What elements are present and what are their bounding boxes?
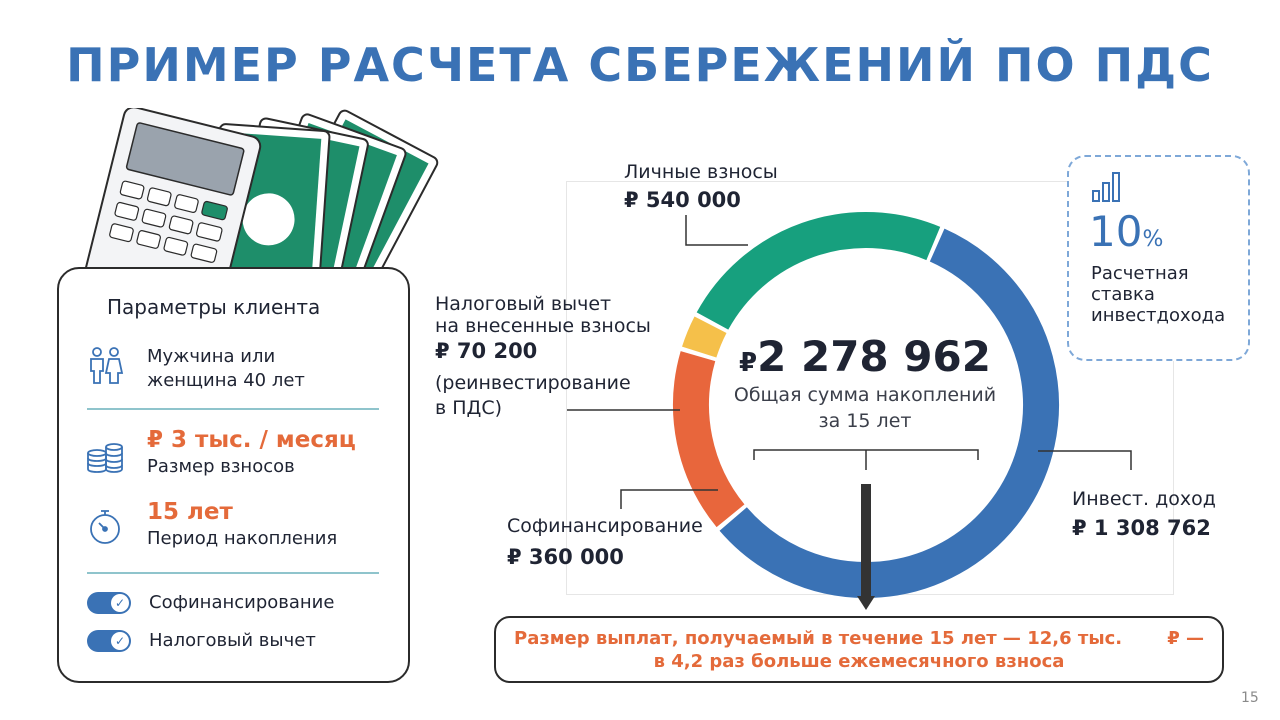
contribution-value: ₽ 3 тыс. / месяц	[147, 427, 356, 453]
invest-amount: ₽ 1 308 762	[1072, 516, 1211, 540]
tax-note-line2: в ПДС)	[435, 397, 503, 419]
rate-value: 10	[1089, 207, 1143, 256]
down-arrow-head	[857, 596, 875, 610]
rate-unit: %	[1142, 227, 1164, 252]
rate-caption-line1: Расчетная	[1091, 263, 1189, 284]
check-icon: ✓	[111, 632, 129, 650]
invest-label: Инвест. доход	[1072, 488, 1216, 510]
personal-amount: ₽ 540 000	[624, 188, 741, 212]
tax-note-line1: (реинвестирование	[435, 372, 631, 394]
rate-caption-line2: ставка	[1091, 284, 1155, 305]
payout-line1-tail: ₽ —	[1167, 628, 1204, 649]
check-icon: ✓	[111, 594, 129, 612]
leader-personal	[686, 215, 748, 245]
rate-card	[1067, 155, 1250, 361]
total-value: 2 278 962	[757, 332, 991, 381]
total-currency: ₽	[739, 348, 758, 378]
tax-label-line2: на внесенные взносы	[435, 315, 651, 337]
donut-segment-1	[712, 230, 933, 321]
cofin-label: Софинансирование	[507, 515, 703, 537]
total-caption-line2: за 15 лет	[818, 410, 912, 432]
rate-caption-line3: инвестдохода	[1091, 305, 1226, 326]
payout-box	[494, 616, 1224, 683]
tax-label-line1: Налоговый вычет	[435, 293, 612, 315]
cofin-amount: ₽ 360 000	[507, 545, 624, 569]
down-arrow-shaft	[861, 484, 871, 596]
page-title: ПРИМЕР РАСЧЕТА СБЕРЕЖЕНИЙ ПО ПДС	[66, 38, 1214, 92]
toggle-cofinancing-label: Софинансирование	[149, 592, 335, 613]
period-label: Период накопления	[147, 528, 338, 549]
client-line2: женщина 40 лет	[147, 370, 305, 391]
toggle-tax-label: Налоговый вычет	[149, 630, 316, 651]
total-caption-line1: Общая сумма накоплений	[733, 384, 997, 406]
client-line1: Мужчина или	[147, 346, 276, 367]
page-number: 15	[1241, 690, 1259, 706]
payout-line2: в 4,2 раз больше ежемесячного взноса	[653, 651, 1065, 672]
bar-chart-icon	[1091, 169, 1125, 203]
contribution-label: Размер взносов	[147, 456, 295, 477]
tax-amount: ₽ 70 200	[435, 339, 538, 363]
payout-line1: Размер выплат, получаемый в течение 15 лет — 12,6 тыс.	[514, 628, 1123, 649]
personal-label: Личные взносы	[624, 161, 778, 183]
total-savings	[700, 332, 1030, 433]
period-value: 15 лет	[147, 499, 233, 525]
params-heading: Параметры клиента	[107, 295, 321, 319]
